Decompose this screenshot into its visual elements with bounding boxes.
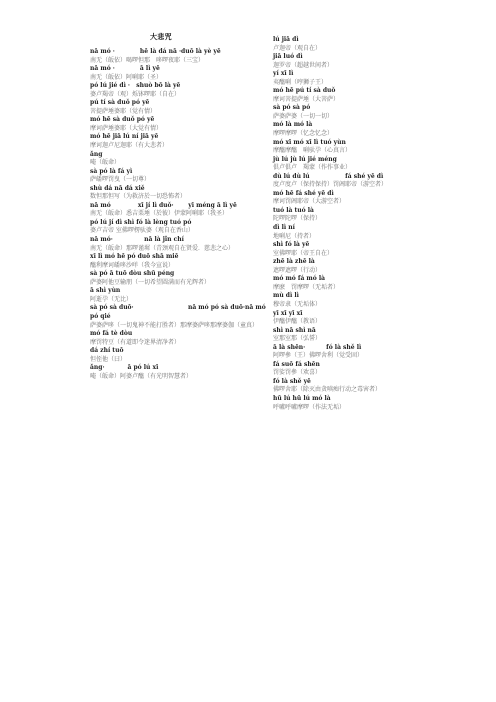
pinyin-line: jiā luó dì	[273, 53, 303, 61]
chinese-line: 萨婆萨哆（一切鬼神不能打胜者）那摩婆萨哆那摩婆伽（童真）	[90, 321, 259, 329]
chinese-line: 摩醯摩醯 唎驮孕（心真言）	[273, 147, 352, 155]
chinese-line: 卢迦帝（观自在）	[273, 44, 322, 52]
pinyin-line: sà pó sà pó	[273, 104, 311, 112]
chinese-line: 摩啰摩啰（忆念忆念）	[273, 130, 334, 138]
pinyin-line: shì fó là yē	[273, 241, 310, 249]
pinyin-line: dù lú dù lú fá shé yē dì	[273, 172, 384, 180]
pinyin-line: pó lú jié dì · shuò bō là yē	[90, 82, 181, 90]
chinese-line: 遮啰遮啰（行动）	[273, 266, 322, 274]
pinyin-line: jù lú jù lú jié méng	[273, 155, 337, 163]
pinyin-line: nā mó · ā lì yē	[90, 65, 160, 73]
chinese-line: 婆卢羯帝（观）烁钵啰耶（自在）	[90, 90, 181, 98]
chinese-line: 穆帝隶（无垢体）	[273, 300, 322, 308]
chinese-line: 地唎尼（持者）	[273, 232, 316, 240]
pinyin-line: ā là shēn· fó là shě lì	[273, 343, 362, 351]
right-column	[273, 36, 451, 412]
chinese-line: 摩诃萨埵婆耶（大觉有情）	[90, 124, 163, 132]
chinese-line: 摩罚特豆（有道即令迷界清净者）	[90, 338, 181, 346]
chinese-line: 室佛啰耶（帝王自在）	[273, 249, 334, 257]
pinyin-line: hū lú hū lú mó là	[273, 394, 331, 402]
chinese-line: 伊醯伊醯（教语）	[273, 318, 322, 326]
chinese-line: 唵（皈命）阿婆卢醯（有光明智慧者）	[90, 372, 193, 380]
chinese-line: 数怛那怛写（为救济於一切恐怖者）	[90, 193, 187, 201]
chinese-line: 唵（皈命）	[90, 159, 121, 167]
chinese-line: 阿逝孕（无比）	[90, 295, 133, 303]
chinese-line: 罚娑罚參（欢喜）	[273, 369, 322, 377]
pinyin-line: mó hē fá shé yē dì	[273, 189, 334, 197]
chinese-line: 摩诃菩提萨埵（大菩萨）	[273, 95, 340, 103]
chinese-line: 南无（皈依）喝啰怛那 哆啰夜耶（三宝）	[90, 56, 205, 64]
chinese-line: 度卢度卢（保持保持）罚阇耶帝（游空者）	[273, 181, 388, 189]
pinyin-line: dá zhí tuō	[90, 347, 124, 355]
chinese-line: 佛啰舍耶（除灭由贪嗔痴行动之毒害者）	[273, 386, 382, 394]
pinyin-line: tuó là tuó là	[273, 206, 314, 214]
chinese-line: 呼嚧呼嚧摩啰（作法无垢）	[273, 403, 346, 411]
pinyin-line: zhē là zhē là	[273, 258, 315, 266]
pinyin-line: ǎng· ā pó lú xī	[90, 364, 159, 372]
pinyin-line: lú jiā dì	[273, 36, 299, 43]
pinyin-line: mó là mó là	[273, 121, 313, 129]
chinese-line: 迦罗帝（超越世间者）	[273, 61, 334, 69]
chinese-line: 俱卢俱卢 羯蒙（作作事业）	[273, 164, 352, 172]
chinese-line: 菩提萨埵婆耶（觉有情）	[90, 107, 157, 115]
pinyin-line: xī lì mó hē pó duō shā miē	[90, 253, 179, 261]
chinese-line: 摩诃罚阇耶帝（大游空者）	[273, 198, 346, 206]
chinese-line: 萨皤啰罚曳（一切尊）	[90, 176, 151, 184]
chinese-line: 南无（皈依）阿唎耶（圣）	[90, 73, 163, 81]
pinyin-line: mó xī mó xī lì tuó yùn	[273, 138, 346, 146]
pinyin-line: mó hē pú tí sà duǒ	[273, 87, 336, 95]
chinese-line: 摩诃迦卢尼迦耶（有大悲者）	[90, 142, 169, 150]
pinyin-line: nā mó xī jí lì duǒ· yī méng ā lì yē	[90, 201, 237, 209]
pinyin-line: yī xī yī xī	[273, 309, 303, 317]
pinyin-line: sà pó là fá yì	[90, 167, 133, 175]
pinyin-line: sà pó sà duō· nā mó pó sà duō·nā mó pó qié	[90, 304, 268, 320]
pinyin-line: dì lì ní	[273, 224, 295, 232]
pinyin-line: pú tí sà duǒ pó yē	[90, 99, 150, 107]
pinyin-line: mó mó fá mó là	[273, 275, 326, 283]
pinyin-line: mù dì lì	[273, 292, 299, 300]
pinyin-line: fá suō fá shēn	[273, 360, 320, 368]
chinese-line: 醯利摩诃皤哆沙咩（我今宣说）	[90, 261, 175, 269]
document-title: 大悲咒	[150, 32, 172, 41]
chinese-line: 南无（皈命）那啰谨墀（青颈观自在贤爱．慈悲之心）	[90, 244, 235, 252]
chinese-line: 阿啰參（王）佛啰舍利（觉受固）	[273, 352, 364, 360]
chinese-line: 婆卢吉帝 室佛啰楞驮婆（观自在香山）	[90, 227, 194, 235]
pinyin-line: nā mó· nā là jǐn chí	[90, 236, 184, 244]
pinyin-line: sà pó ā tuō dòu shū péng	[90, 270, 175, 278]
chinese-line: 夷醯唎（哼狮子王）	[273, 78, 328, 86]
pinyin-line: shì nā shì nā	[273, 326, 316, 334]
pinyin-line: pó lú jí dì shì fó là lèng tuó pó	[90, 218, 192, 226]
chinese-line: 室那室那（弘誓）	[273, 335, 322, 343]
chinese-line: 摩麽 罚摩啰（无垢者）	[273, 283, 340, 291]
pinyin-line: mó hē sà duǒ pó yē	[90, 116, 155, 124]
chinese-line: 陀啰陀啰（保持）	[273, 215, 322, 223]
pinyin-line: ǎng	[90, 150, 103, 158]
chinese-line: 南无（皈命）悉吉栗埵（於彼）伊蒙阿唎耶（我圣）	[90, 210, 229, 218]
left-column	[90, 48, 266, 381]
pinyin-line: ā shì yùn	[90, 287, 121, 295]
pinyin-line: shù dá nā dá xiě	[90, 184, 145, 192]
pinyin-line: nā mó · hē là dá nā ·duō là yè yē	[90, 48, 221, 55]
pinyin-line: mó fá tè dòu	[90, 330, 133, 338]
chinese-line: 怛侄他（曰）	[90, 355, 127, 363]
pinyin-line: mó hē jiā lú ní jiā yē	[90, 133, 159, 141]
chinese-line: 萨婆萨婆（一切一切）	[273, 112, 334, 120]
chinese-line: 萨婆阿他豆输朋（一切希望圆满而有光辉者）	[90, 278, 211, 286]
pinyin-line: yí xī lì	[273, 70, 294, 78]
pinyin-line: fó là shě yē	[273, 377, 311, 385]
